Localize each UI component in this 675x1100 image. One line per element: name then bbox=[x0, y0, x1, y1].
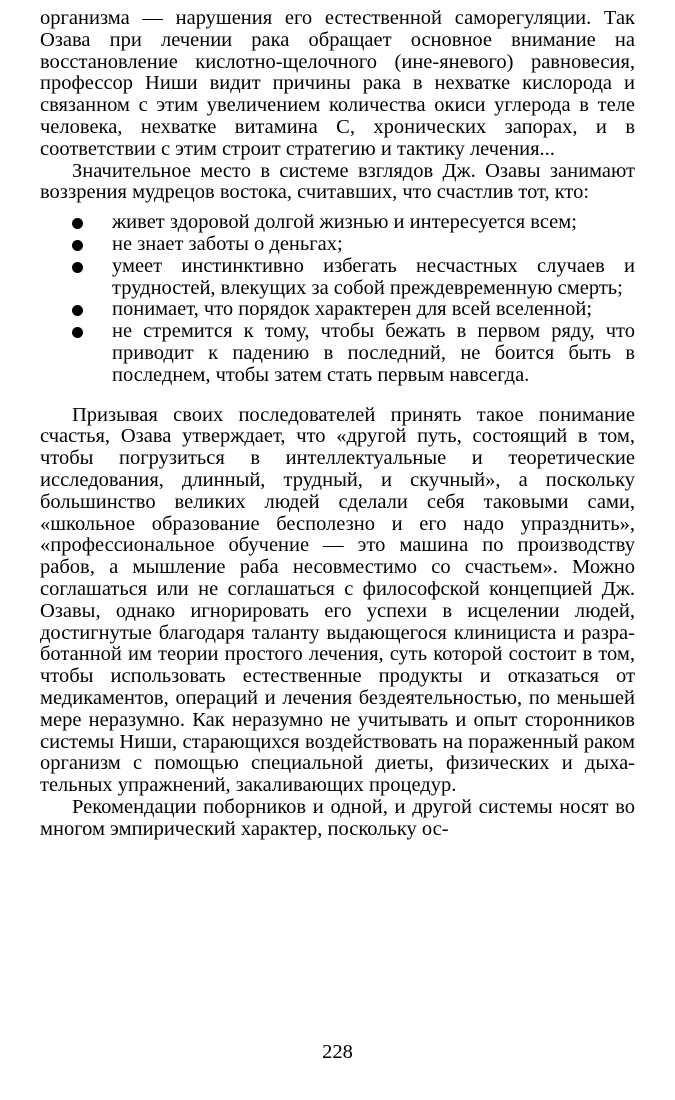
bullet-icon bbox=[72, 327, 83, 338]
list-item-text: не знает заботы о деньгах; bbox=[112, 232, 343, 255]
bullet-icon bbox=[72, 218, 83, 229]
list-item bbox=[112, 234, 635, 256]
paragraph-4: Рекомендации поборников и одной, и другой системы носят во многом эмпирический характер, поскольку ос- bbox=[40, 795, 635, 840]
list-item bbox=[112, 256, 635, 300]
list-item-text: умеет инстинктивно избегать несчастных случаев и трудностей, влекущих за собой преждевременную смерть; bbox=[112, 254, 635, 299]
bullet-list bbox=[40, 212, 635, 386]
list-item bbox=[112, 321, 635, 386]
paragraph-3: Призывая своих последователей принять такое понимание счастья, Озава утверждает, что «другой путь, состоящий в том, чтобы погрузиться в интеллектуальные и теоретические исследования, длинный, трудный, и скучный», а поскольку большинство великих людей сделали себя таковыми сами, «школьное образование бесполезно и его надо упразднить», «профессиональное обучение — это машина по производству рабов, а мышление раба несовместимо со счастьем». Можно соглашаться или не соглашаться с философской концепцией Дж. Озавы, однако игнорировать его успехи в исцелении людей, достигнутые благодаря таланту выдающегося клинициста и разработанной им теории простого лечения, суть которой состоит в том, чтобы использовать естественные продукты и отказаться от медикаментов, операций и лечения бездеятельностью, по меньшей мере неразумно. Как неразумно не учитывать и опыт сторонников системы Ниши, старающихся воздействовать на пораженный раком организм с помощью специальной диеты, физических и дыхательных упражнений, закаливающих процедур. bbox=[40, 403, 635, 797]
list-item-text: понимает, что порядок характерен для всей вселенной; bbox=[112, 298, 593, 321]
list-item-text: живет здоровой долгой жизнью и интересуется всем; bbox=[112, 211, 577, 234]
list-item bbox=[112, 212, 635, 234]
list-item bbox=[112, 299, 635, 321]
list-item-text: не стремится к тому, чтобы бежать в первом ряду, что приводит к падению в последний, не боится быть в последнем, чтобы затем стать первым навсегда. bbox=[112, 320, 635, 386]
paragraph-2: Значительное место в системе взглядов Дж. Озавы занимают воззрения мудрецов востока, считавших, что счастлив тот, кто: bbox=[40, 159, 635, 204]
page-number: 228 bbox=[322, 1041, 353, 1063]
bullet-icon bbox=[72, 305, 83, 316]
paragraph-1: организма — нарушения его естественной саморегуляции. Так Озава при лечении рака обращает основное внимание на восстановление кислотно-щелочного (ине-яневого) равновесия, профессор Ниши видит причины рака в нехватке кислорода и связанном с этим увеличением количества окиси углерода в теле человека, нехватке витамина С, хронических запорах, и в соответствии с этим строит стратегию и тактику лечения... bbox=[40, 7, 635, 160]
bullet-icon bbox=[72, 262, 83, 273]
bullet-icon bbox=[72, 240, 83, 251]
